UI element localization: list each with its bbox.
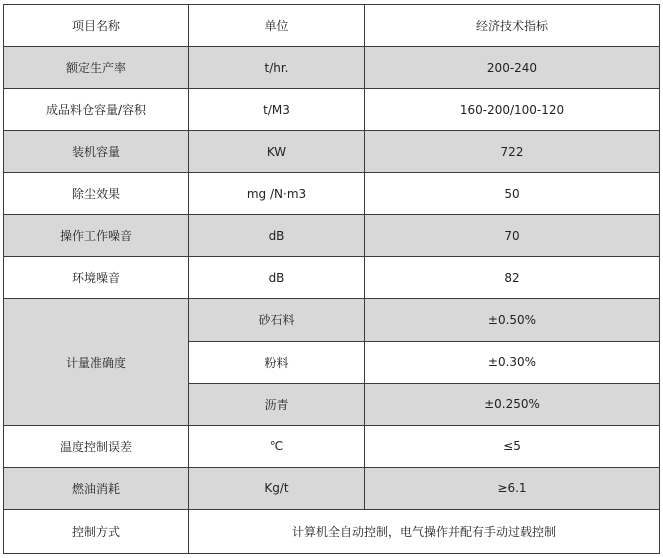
table-row: [4, 173, 660, 215]
row-unit: ℃: [189, 425, 365, 467]
row-unit: t/M3: [189, 89, 365, 131]
row-unit: dB: [189, 215, 365, 257]
row-value: 50: [365, 173, 660, 215]
header-row: [4, 5, 660, 47]
row-value: 70: [365, 215, 660, 257]
spec-table: [3, 4, 660, 554]
metering-value: ±0.50%: [365, 299, 660, 341]
control-value: 计算机全自动控制，电气操作并配有手动过载控制: [189, 509, 660, 553]
metering-value: ±0.250%: [365, 383, 660, 425]
row-unit: KW: [189, 131, 365, 173]
table-row: [4, 215, 660, 257]
metering-row: [4, 299, 660, 341]
row-name: 额定生产率: [4, 47, 189, 89]
metering-material: 砂石料: [189, 299, 365, 341]
control-row: [4, 509, 660, 553]
row-value: 160-200/100-120: [365, 89, 660, 131]
metering-material: 沥青: [189, 383, 365, 425]
row-name: 环境噪音: [4, 257, 189, 299]
metering-name: 计量准确度: [4, 299, 189, 425]
table-row: [4, 89, 660, 131]
table-row: [4, 467, 660, 509]
metering-value: ±0.30%: [365, 341, 660, 383]
row-name: 装机容量: [4, 131, 189, 173]
header-unit: 单位: [189, 5, 365, 47]
metering-material: 粉料: [189, 341, 365, 383]
row-name: 成品料仓容量/容积: [4, 89, 189, 131]
row-name: 温度控制误差: [4, 425, 189, 467]
row-name: 燃油消耗: [4, 467, 189, 509]
row-value: ≥6.1: [365, 467, 660, 509]
table-row: [4, 47, 660, 89]
row-name: 除尘效果: [4, 173, 189, 215]
row-value: ≤5: [365, 425, 660, 467]
header-name: 项目名称: [4, 5, 189, 47]
table-row: [4, 425, 660, 467]
row-unit: mg /N·m3: [189, 173, 365, 215]
row-value: 82: [365, 257, 660, 299]
table-row: [4, 131, 660, 173]
row-unit: t/hr.: [189, 47, 365, 89]
row-unit: Kg/t: [189, 467, 365, 509]
row-value: 722: [365, 131, 660, 173]
control-name: 控制方式: [4, 509, 189, 553]
header-value: 经济技术指标: [365, 5, 660, 47]
row-value: 200-240: [365, 47, 660, 89]
row-name: 操作工作噪音: [4, 215, 189, 257]
row-unit: dB: [189, 257, 365, 299]
table-row: [4, 257, 660, 299]
